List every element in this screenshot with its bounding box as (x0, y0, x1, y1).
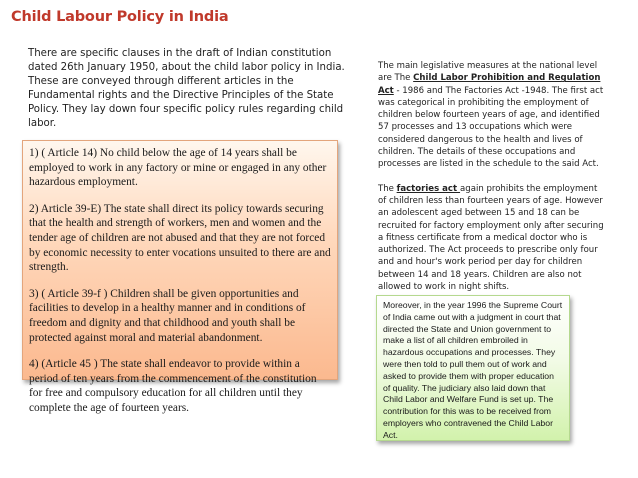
intro-paragraph: There are specific clauses in the draft of Indian constitution dated 26th January 1950, about the child labor policy in India. These are conveyed through different articles in the Fundamental rights and the Directive Principles of the State Policy. They lay down four specific policy rules regarding child labor. (28, 48, 345, 129)
articles-box (22, 140, 338, 414)
supreme-court-box: Moreover, in the year 1996 the Supreme Court of India came out with a judgment in court that directed the State and Union government to make a list of all children embroiled in hazardous occupations and processes. They were then told to pull them out of work and asked to provide them with proper education of quality. The judiciary also laid down that Child Labor and Welfare Fund is set up. The contribution for this was to be received from employers who contravened the Child Labor Act. (376, 295, 570, 441)
slide-title: Child Labour Policy in India (11, 9, 229, 25)
article-45-item: 4) (Article 45 ) The state shall endeavor to provide within a period of ten years from the commencement of the constitution for free and compulsory education for all children until they complete the age of fourteen years. (29, 358, 317, 414)
legislative-measures-text (378, 60, 608, 305)
factories-act-label: factories act (396, 183, 461, 194)
factories-text-after: again prohibits the employment of children less than fourteen years of age. However an adolescent aged between 15 and 18 can be recruited for factory employment only after securing a fitness certificate from a medical doctor who is authorized. The Act proceeds to prescribe only four and and hour's work period per day for children between 14 and 18 years. Children are also not allowed to work in night shifts. (378, 183, 604, 293)
legislation-text-after: - 1986 and The Factories Act -1948. The first act was categorical in prohibiting the employment of children below fourteen years of age, and identified 57 processes and 13 occupations which were considered dangerous to the health and lives of children. The details of these occupations and processes are listed in the schedule to the said Act. (378, 85, 604, 170)
factories-text-before: The (378, 183, 397, 194)
article-14-item: 1) ( Article 14) No child below the age of 14 years shall be employed to work in any factory or mine or engaged in any other hazardous employment. (29, 147, 327, 189)
factories-act-paragraph (378, 183, 608, 294)
article-39f-item: 3) ( Article 39-f ) Children shall be given opportunities and facilities to develop in a healthy manner and in conditions of freedom and dignity and that childhood and youth shall be protected against moral and material abandonment. (29, 287, 306, 344)
legislation-paragraph (378, 60, 608, 171)
article-39e-item: 2) Article 39-E) The state shall direct its policy towards securing that the health and strength of workers, men and women and the tender age of children are not abused and that they are not forced by economic necessity to enter vocations unsuited to there are and strength. (29, 202, 331, 274)
child-labor-act-link: Child Labor Prohibition and Regulation Act (378, 73, 601, 96)
legislation-text-before: The main legislative measures at the national level are The (378, 61, 598, 84)
